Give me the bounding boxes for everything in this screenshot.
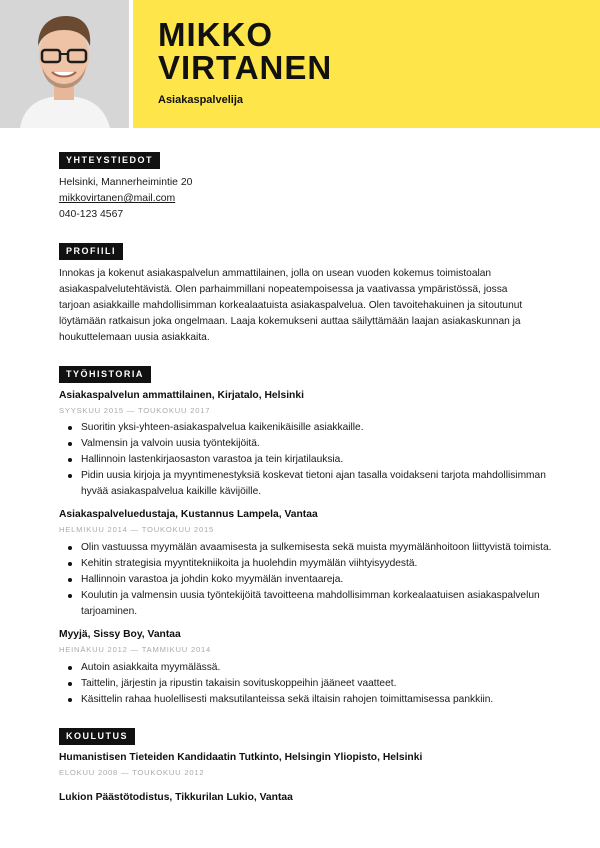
- job-3-bullets: [59, 660, 561, 708]
- list-item: Hallinnoin varastoa ja johdin koko myymälän inventaareja.: [81, 572, 561, 588]
- list-item: Hallinnoin lastenkirjaosaston varastoa ja tein kirjatilauksia.: [81, 452, 561, 468]
- job-2-title: Asiakaspalveluedustaja, Kustannus Lampela, Vantaa: [59, 509, 318, 520]
- contact-email-wrap: [59, 191, 175, 207]
- list-item: Olin vastuussa myymälän avaamisesta ja sulkemisesta sekä muista myymälänhoitoon liittyvistä toimista.: [81, 540, 561, 556]
- section-label-education: KOULUTUS: [59, 728, 135, 745]
- list-item: Pidin uusia kirjoja ja myyntimenestyksiä koskevat tietoni ajan tasalla voidakseni tarjota mahdollisimman hyvää asiakaspalvelua kaikille kävijöille.: [81, 468, 561, 500]
- name-last: VIRTANEN: [158, 49, 333, 86]
- list-item: Kehitin strategisia myyntitekniikoita ja huolehdin myymälän viihtyisyydestä.: [81, 556, 561, 572]
- contact-email-link[interactable]: mikkovirtanen@mail.com: [59, 193, 176, 204]
- portrait-image: [0, 0, 129, 128]
- section-label-work: TYÖHISTORIA: [59, 366, 151, 383]
- job-1-bullets: [59, 420, 561, 500]
- job-2-dates: HELMIKUU 2014 — TOUKOKUU 2015: [59, 525, 215, 534]
- name-first: MIKKO: [158, 16, 273, 53]
- profile-photo: [0, 0, 129, 128]
- candidate-name: [158, 18, 332, 84]
- education-1-dates: ELOKUU 2008 — TOUKOKUU 2012: [59, 768, 205, 777]
- job-1-dates: SYYSKUU 2015 — TOUKOKUU 2017: [59, 406, 211, 415]
- list-item: Autoin asiakkaita myymälässä.: [81, 660, 561, 676]
- contact-phone: 040-123 4567: [59, 209, 124, 220]
- education-1-title: Humanistisen Tieteiden Kandidaatin Tutkinto, Helsingin Yliopisto, Helsinki: [59, 752, 423, 763]
- profile-text: Innokas ja kokenut asiakaspalvelun ammattilainen, jolla on usean vuoden kokemus toimistoalan asiakaspalvelutehtävistä. Olen parhaimmillani nopeatempoisessa ja vaativassa ympäristössä, jossa tarjoan asiakkaille mahdollisimman korkealaatuista asiakaspalvelua. Olen tavoitehakuinen ja sitoutunut löytämään ratkaisun joka ongelmaan. Laaja kokemukseni auttaa säilyttämään laajan asiakaskunnan ja houkuttelemaan uusia asiakkaita.: [59, 268, 523, 343]
- section-label-contact: YHTEYSTIEDOT: [59, 152, 160, 169]
- job-3-dates: HEINÄKUU 2012 — TAMMIKUU 2014: [59, 645, 212, 654]
- list-item: Koulutin ja valmensin uusia työntekijöitä tavoitteena mahdollisimman korkealaatuisen asiakaspalvelun tarjoaminen.: [81, 588, 561, 620]
- list-item: Taittelin, järjestin ja ripustin takaisin sovituskoppeihin jääneet vaatteet.: [81, 676, 561, 692]
- section-label-profile: PROFIILI: [59, 243, 123, 260]
- list-item: Suoritin yksi-yhteen-asiakaspalvelua kaikenikäisille asiakkaille.: [81, 420, 561, 436]
- job-3-title: Myyjä, Sissy Boy, Vantaa: [59, 629, 181, 640]
- header: [0, 0, 600, 128]
- list-item: Käsittelin rahaa huolellisesti maksutilanteissa sekä iltaisin rahojen toimittamisessa pankkiin.: [81, 692, 561, 708]
- education-2-title: Lukion Päästötodistus, Tikkurilan Lukio, Vantaa: [59, 792, 293, 803]
- job-title: Asiakaspalvelija: [158, 94, 244, 106]
- list-item: Valmensin ja valvoin uusia työntekijöitä.: [81, 436, 561, 452]
- job-2-bullets: [59, 540, 561, 620]
- job-1-title: Asiakaspalvelun ammattilainen, Kirjatalo, Helsinki: [59, 390, 304, 401]
- contact-address: Helsinki, Mannerheimintie 20: [59, 177, 193, 188]
